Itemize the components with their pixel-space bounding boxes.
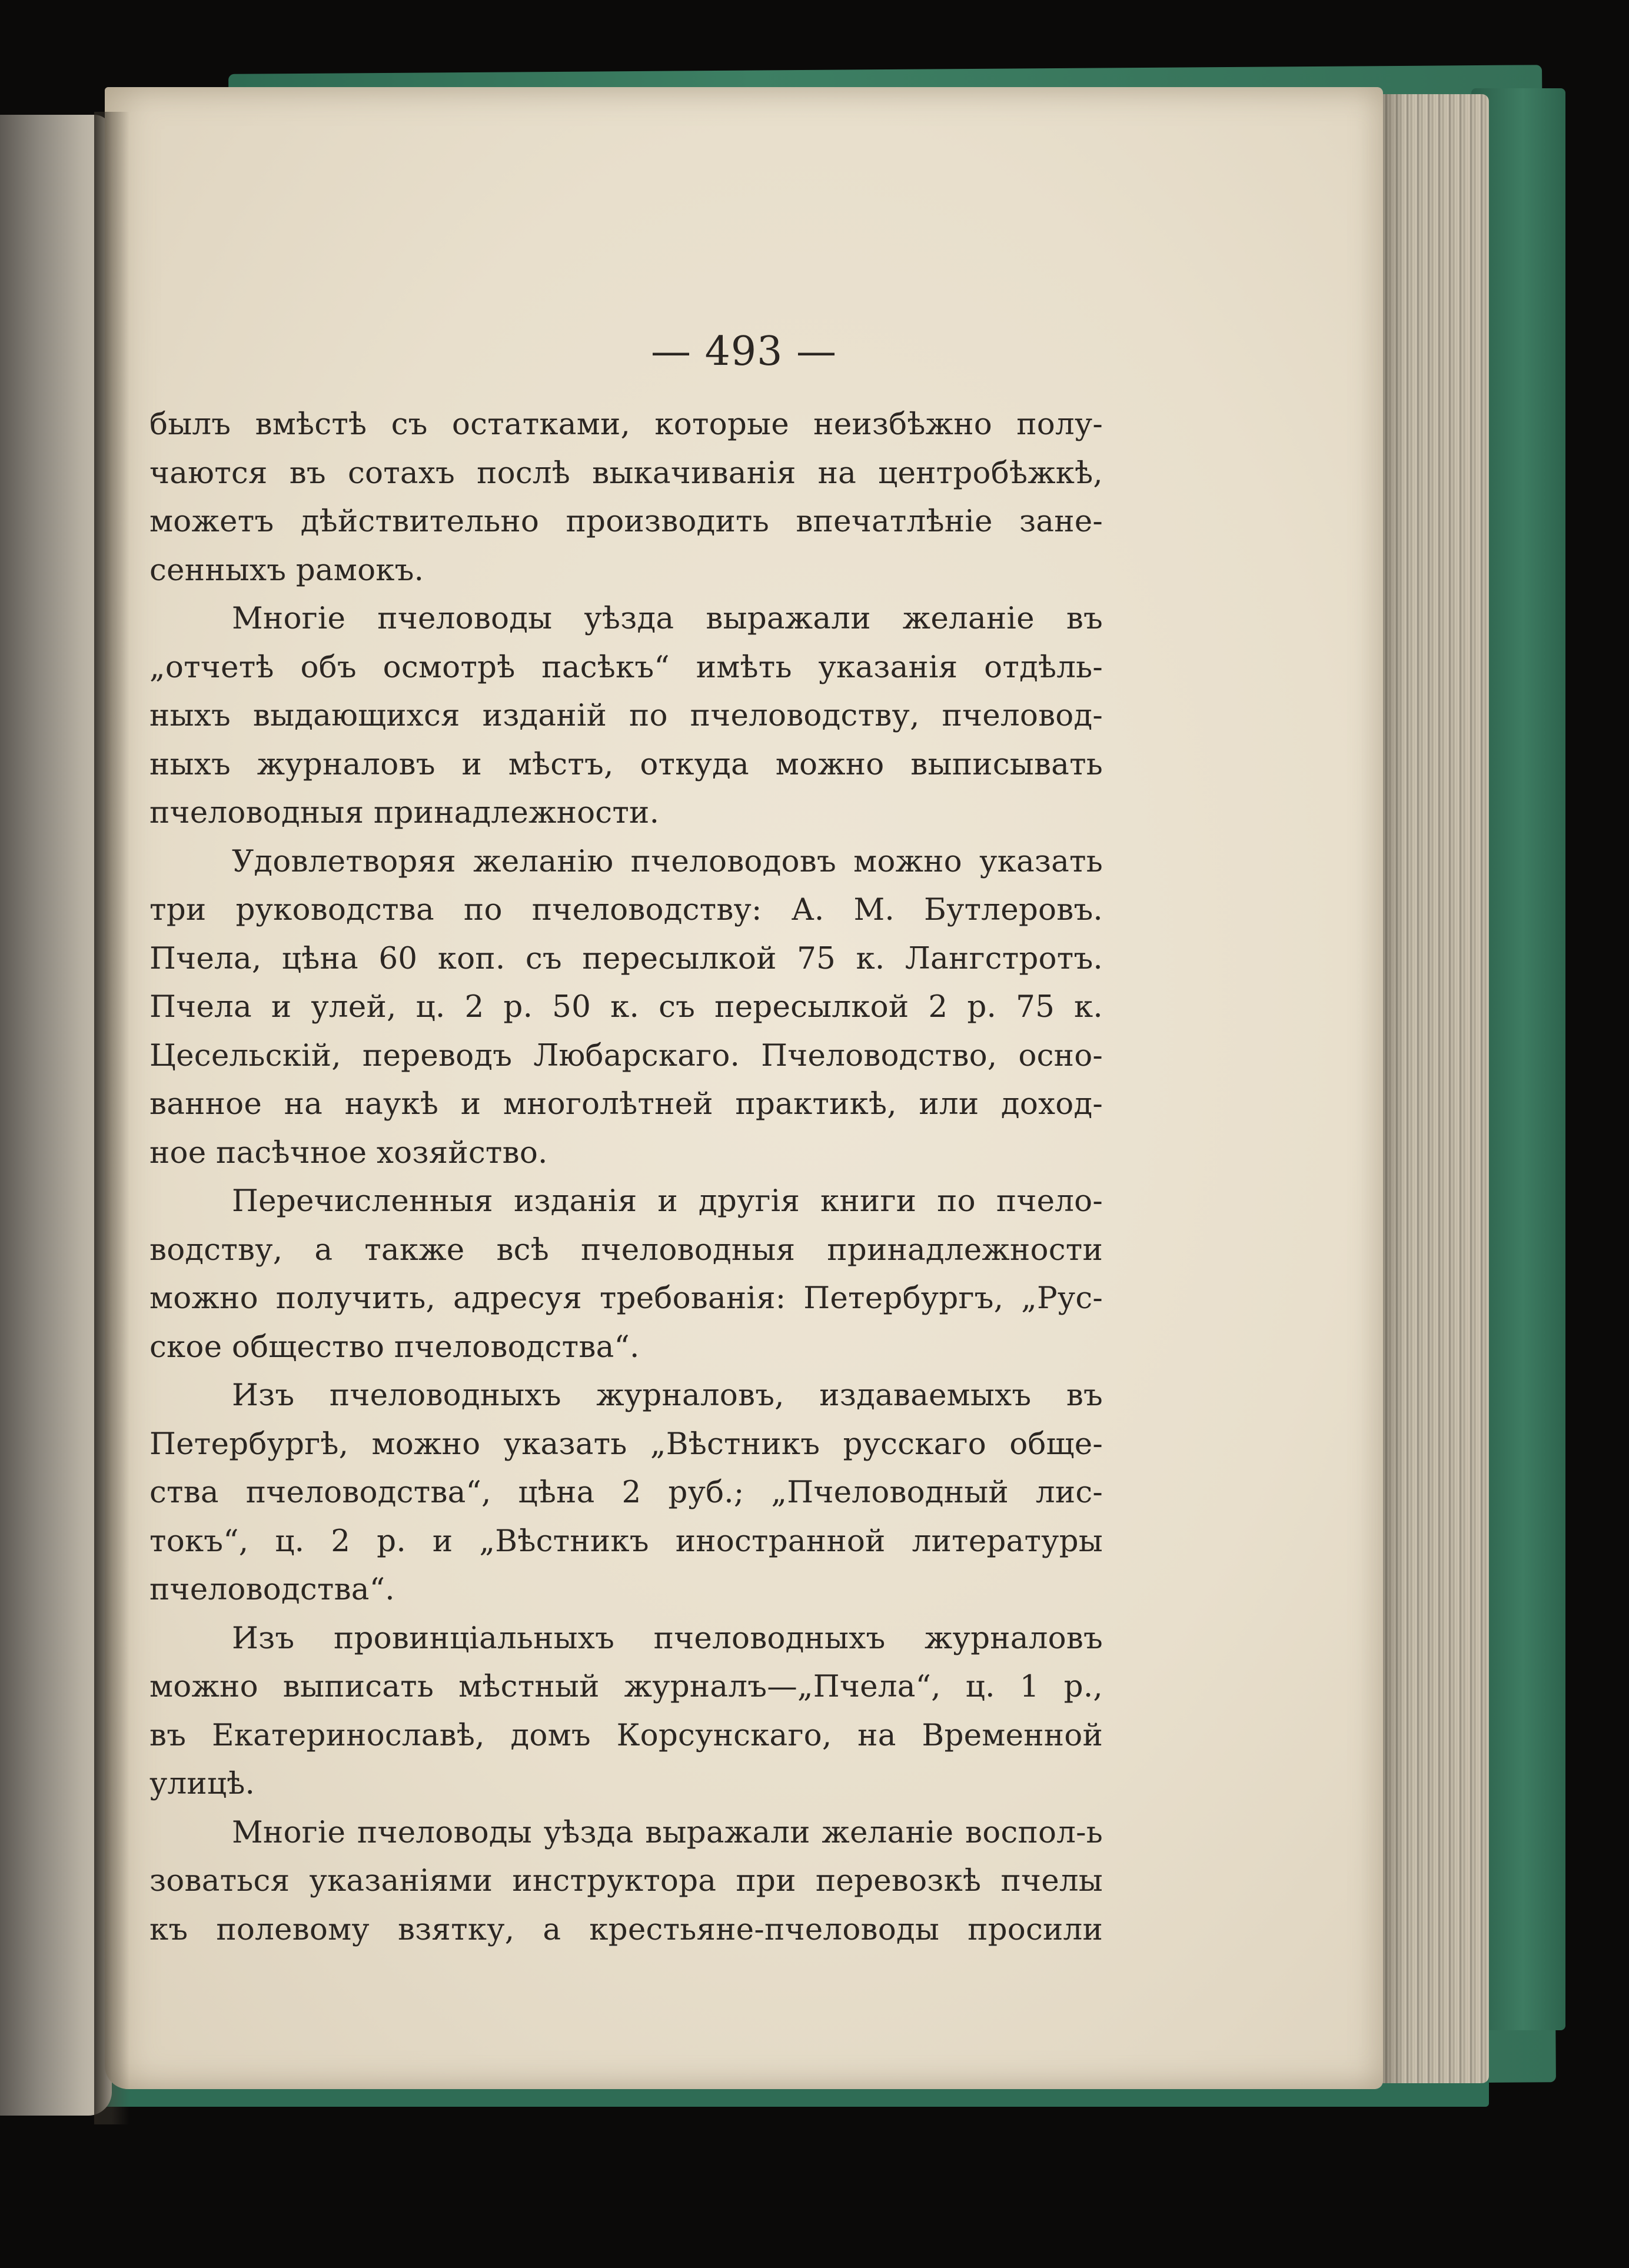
text-line: ное пасѣчное хозяйство.: [149, 1135, 548, 1170]
text-line: Изъ провинціальныхъ пчеловодныхъ журналовъ: [232, 1620, 1103, 1656]
text-line: Многіе пчеловоды уѣзда выражали желаніе воспол-ь: [232, 1814, 1103, 1850]
text-line: зоваться указаніями инструктора при перевозкѣ пчелы: [149, 1863, 1103, 1898]
text-line: къ полевому взятку, а крестьяне-пчеловоды просили: [149, 1911, 1103, 1947]
text-line: въ Екатеринославѣ, домъ Корсунскаго, на Временной: [149, 1717, 1103, 1753]
text-line: можетъ дѣйствительно производить впечатлѣніе зане-: [149, 504, 1103, 539]
page-number: — 493 —: [650, 328, 837, 375]
text-line: можно получить, адресуя требованія: Петербургъ, „Рус-: [149, 1281, 1103, 1316]
text-line: улицѣ.: [149, 1766, 255, 1801]
text-line: ства пчеловодства“, цѣна 2 руб.; „Пчеловодный лис-: [149, 1475, 1103, 1510]
text-line: Пчела, цѣна 60 коп. съ пересылкой 75 к. Лангстротъ.: [149, 940, 1103, 976]
paragraph: [149, 1177, 1103, 1371]
text-line: Цесельскій, переводъ Любарскаго. Пчеловодство, осно-: [149, 1037, 1103, 1073]
text-line: ванное на наукѣ и многолѣтней практикѣ, или доход-: [149, 1086, 1103, 1122]
text-line: ныхъ выдающихся изданій по пчеловодству, пчеловод-: [149, 698, 1103, 733]
paragraph: [149, 594, 1103, 837]
text-line: сенныхъ рамокъ.: [149, 552, 424, 588]
paragraph: [149, 1614, 1103, 1808]
text-line: Перечисленныя изданія и другія книги по пчело-: [232, 1183, 1103, 1219]
paragraph: [149, 400, 1103, 594]
text-line: водству, а также всѣ пчеловодныя принадлежности: [149, 1232, 1103, 1268]
text-line: ское общество пчеловодства“.: [149, 1329, 640, 1365]
paragraph: [149, 837, 1103, 1178]
text-line: Многіе пчеловоды уѣзда выражали желаніе въ: [232, 601, 1103, 636]
body-text: [149, 400, 1103, 1954]
text-line: чаются въ сотахъ послѣ выкачиванія на центробѣжкѣ,: [149, 455, 1103, 491]
text-line: Пчела и улей, ц. 2 р. 50 к. съ пересылкой 2 р. 75 к.: [149, 989, 1103, 1025]
text-line: токъ“, ц. 2 р. и „Вѣстникъ иностранной литературы: [149, 1523, 1103, 1559]
text-line: пчеловодства“.: [149, 1572, 395, 1607]
paragraph: [149, 1371, 1103, 1614]
book-page: [105, 87, 1383, 2089]
text-line: ныхъ журналовъ и мѣстъ, откуда можно выписывать: [149, 746, 1103, 782]
text-line: можно выписать мѣстный журналъ—„Пчела“, ц. 1 р.,: [149, 1669, 1103, 1704]
text-line: три руководства по пчеловодству: А. М. Бутлеровъ.: [149, 892, 1103, 927]
text-line: Удовлетворяя желанію пчеловодовъ можно указать: [232, 843, 1103, 879]
paragraph: [149, 1808, 1103, 1954]
text-line: Изъ пчеловодныхъ журналовъ, издаваемыхъ въ: [232, 1378, 1103, 1413]
text-line: „отчетѣ объ осмотрѣ пасѣкъ“ имѣть указанія отдѣль-: [149, 649, 1103, 685]
text-line: пчеловодныя принадлежности.: [149, 795, 660, 830]
binding-gutter-shadow: [94, 112, 129, 2124]
text-line: былъ вмѣстѣ съ остатками, которые неизбѣжно полу-: [149, 407, 1103, 442]
text-line: Петербургѣ, можно указать „Вѣстникъ русскаго обще-: [149, 1426, 1103, 1462]
